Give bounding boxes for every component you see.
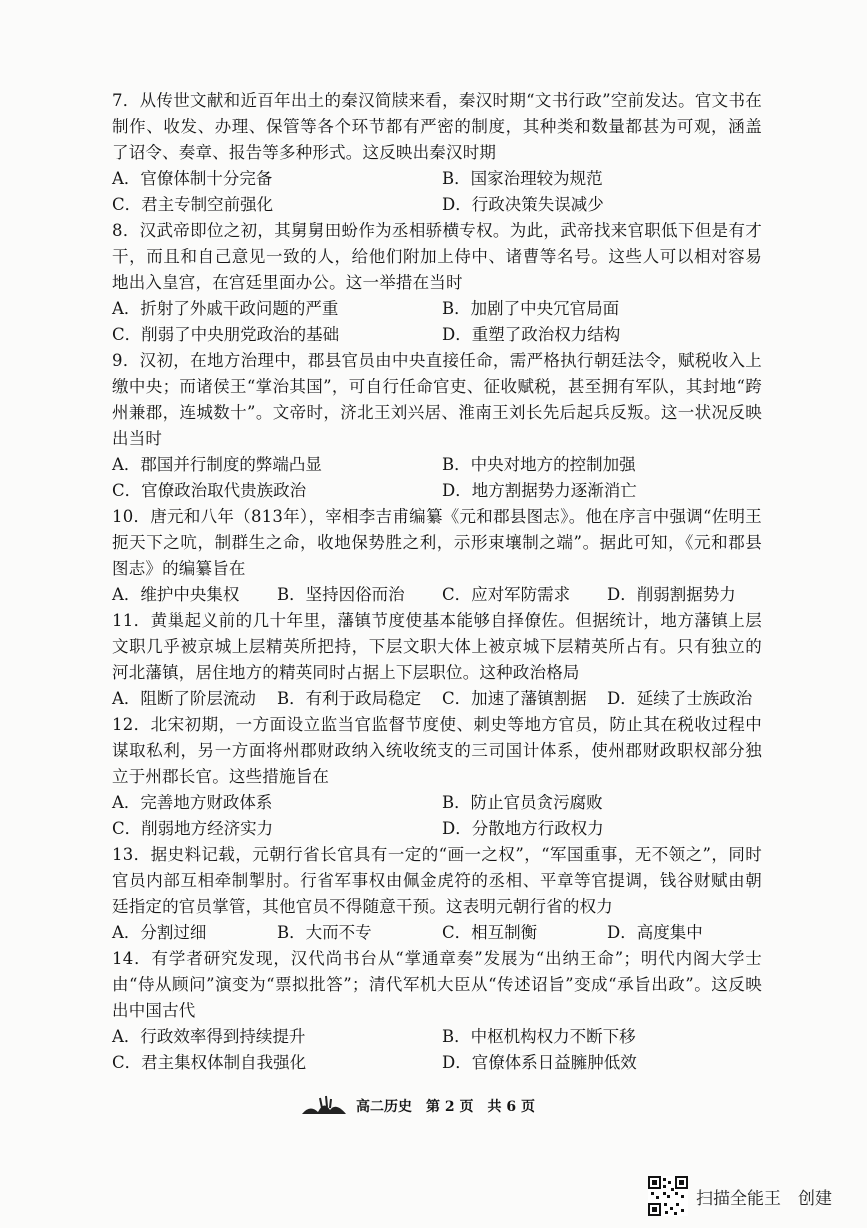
options: [112, 1024, 762, 1076]
question-stem: 7．从传世文献和近百年出土的秦汉简牍来看，秦汉时期“文书行政”空前发达。官文书在制作、收发、办理、保管等各个环节都有严密的制度，其种类和数量都甚为可观，涵盖了诏令、奏章、报告等多种形式。这反映出秦汉时期: [112, 91, 762, 162]
question-stem: 14．有学者研究发现，汉代尚书台从“掌通章奏”发展为“出纳王命”；明代内阁大学士由“侍从顾问”演变为“票拟批答”；清代军机大臣从“传述诏旨”变成“承旨出政”。这反映出中国古代: [112, 949, 762, 1020]
option-c: C．君主专制空前强化: [112, 195, 274, 214]
question-stem: 11．黄巢起义前的几十年里，藩镇节度使基本能够自择僚佐。但据统计，地方藩镇上层文职几乎被京城上层精英所把持，下层文职大体上被京城下层精英所占有。只有独立的河北藩镇，居住地方的精英同时占据上下层职位。这种政治格局: [112, 611, 762, 682]
options: [112, 296, 762, 348]
option-b: B．国家治理较为规范: [442, 169, 603, 188]
option-d: D．地方割据势力逐渐消亡: [442, 481, 637, 500]
option-d: D．分散地方行政权力: [442, 819, 604, 838]
option-d: D．高度集中: [607, 923, 703, 942]
scanner-watermark: [648, 1176, 858, 1220]
question-stem: 12．北宋初期，一方面设立监当官监督节度使、刺史等地方官员，防止其在税收过程中谋取私利，另一方面将州郡财政纳入统收统支的三司国计体系，使州郡财政职权部分独立于州郡长官。这些措施旨在: [112, 715, 762, 786]
option-a: A．官僚体制十分完备: [112, 169, 273, 188]
school-logo-icon: [300, 1094, 348, 1118]
option-d: D．削弱割据势力: [607, 585, 736, 604]
option-a: A．维护中央集权: [112, 585, 240, 604]
option-c: C．加速了藩镇割据: [442, 689, 587, 708]
option-b: B．加剧了中央冗官局面: [442, 299, 620, 318]
option-a: A．折射了外戚干政问题的严重: [112, 299, 339, 318]
option-c: C．应对军防需求: [442, 585, 571, 604]
question-11: [112, 608, 762, 712]
option-c: C．君主集权体制自我强化: [112, 1053, 307, 1072]
option-b: B．中央对地方的控制加强: [442, 455, 636, 474]
option-d: D．延续了士族政治: [607, 689, 753, 708]
options: [112, 452, 762, 504]
option-a: A．郡国并行制度的弊端凸显: [112, 455, 322, 474]
option-d: D．重塑了政治权力结构: [442, 325, 621, 344]
scanner-label: 扫描全能王 创建: [696, 1188, 832, 1209]
question-7: [112, 88, 762, 218]
options: [112, 920, 762, 946]
options: [112, 582, 762, 608]
question-12: [112, 712, 762, 842]
option-c: C．官僚政治取代贵族政治: [112, 481, 307, 500]
options: [112, 686, 762, 712]
question-13: [112, 842, 762, 946]
question-10: [112, 504, 762, 608]
options: [112, 166, 762, 218]
question-8: [112, 218, 762, 348]
qr-code-icon: [648, 1176, 688, 1216]
question-stem: 9．汉初，在地方治理中，郡县官员由中央直接任命，需严格执行朝廷法令，赋税收入上缴中央；而诸侯王“掌治其国”，可自行任命官吏、征收赋税，甚至拥有军队，其封地“跨州兼郡，连城数十”。文帝时，济北王刘兴居、淮南王刘长先后起兵反叛。这一状况反映出当时: [112, 351, 762, 448]
option-b: B．坚持因俗而治: [277, 585, 405, 604]
options: [112, 790, 762, 842]
question-stem: 13．据史料记载，元朝行省长官具有一定的“画一之权”，“军国重事，无不领之”，同时官员内部互相牵制掣肘。行省军事权由佩金虎符的丞相、平章等官提调，钱谷财赋由朝廷指定的官员掌管，其他官员不得随意干预。这表明元朝行省的权力: [112, 845, 762, 916]
option-c: C．削弱地方经济实力: [112, 819, 274, 838]
option-b: B．大而不专: [277, 923, 372, 942]
question-stem: 8．汉武帝即位之初，其舅舅田蚡作为丞相骄横专权。为此，武帝找来官职低下但是有才干，而且和自己意见一致的人，给他们附加上侍中、诸曹等名号。这些人可以相对容易地出入皇宫，在宫廷里面办公。这一举措在当时: [112, 221, 762, 292]
option-a: A．完善地方财政体系: [112, 793, 273, 812]
question-9: [112, 348, 762, 504]
question-list: [112, 88, 762, 1076]
footer-page-info: 高二历史 第 2 页 共 6 页: [356, 1099, 535, 1115]
option-b: B．有利于政局稳定: [277, 689, 422, 708]
option-a: A．分割过细: [112, 923, 207, 942]
option-d: D．官僚体系日益臃肿低效: [442, 1053, 637, 1072]
question-14: [112, 946, 762, 1076]
option-c: C．相互制衡: [442, 923, 538, 942]
page-footer: [300, 1093, 535, 1119]
question-stem: 10．唐元和八年（813年），宰相李吉甫编纂《元和郡县图志》。他在序言中强调“佐明王扼天下之吭，制群生之命，收地保势胜之利，示形束壤制之端”。据此可知，《元和郡县图志》的编纂旨在: [112, 507, 762, 578]
option-b: B．中枢机构权力不断下移: [442, 1027, 636, 1046]
option-a: A．行政效率得到持续提升: [112, 1027, 306, 1046]
option-a: A．阻断了阶层流动: [112, 689, 256, 708]
option-d: D．行政决策失误减少: [442, 195, 604, 214]
option-b: B．防止官员贪污腐败: [442, 793, 603, 812]
option-c: C．削弱了中央朋党政治的基础: [112, 325, 340, 344]
